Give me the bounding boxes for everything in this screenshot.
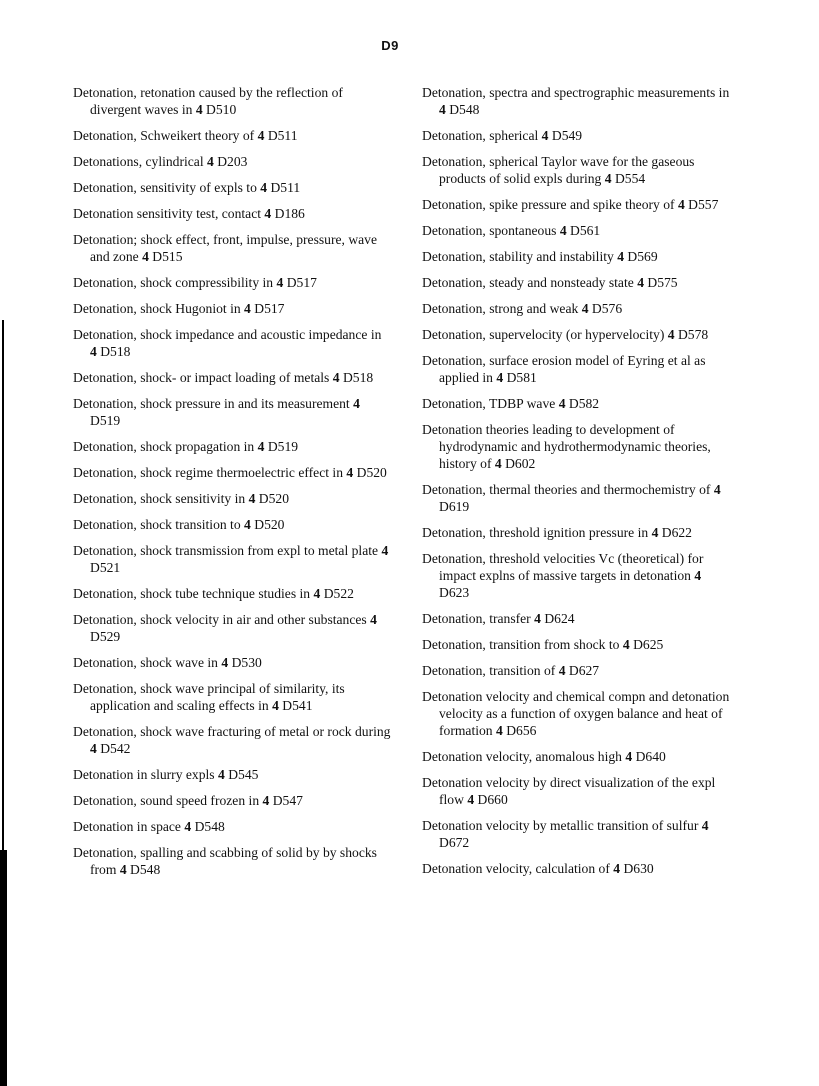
page-reference: D548 — [194, 819, 225, 834]
index-entry — [73, 274, 391, 291]
index-entry — [422, 610, 732, 627]
page-reference: D623 — [439, 585, 470, 600]
page-reference: D545 — [228, 767, 259, 782]
entry-text: Detonation, shock sensitivity in — [73, 491, 246, 506]
volume-number: 4 — [276, 275, 284, 290]
entry-text: Detonation, spalling and scabbing of solid by by shocks from — [73, 845, 377, 877]
volume-number: 4 — [494, 456, 502, 471]
entry-text: Detonation, shock wave in — [73, 655, 218, 670]
index-entry — [422, 300, 732, 317]
page-reference: D529 — [90, 629, 121, 644]
page-reference: D548 — [449, 102, 480, 117]
page-reference: D518 — [100, 344, 131, 359]
entry-text: Detonation in space — [73, 819, 181, 834]
volume-number: 4 — [207, 154, 214, 169]
entry-text: Detonation, supervelocity (or hypervelocity) — [422, 327, 665, 342]
page-reference: D660 — [477, 792, 508, 807]
index-entry — [422, 524, 732, 541]
index-entry — [73, 818, 391, 835]
page-reference: D186 — [274, 206, 305, 221]
entry-text: Detonation, shock wave fracturing of metal or rock during — [73, 724, 391, 739]
index-entry — [422, 352, 732, 386]
entry-text: Detonation, strong and weak — [422, 301, 579, 316]
page-reference: D517 — [286, 275, 317, 290]
scan-edge-bar — [0, 850, 7, 1086]
index-entry — [422, 127, 732, 144]
index-entry — [73, 680, 391, 714]
volume-number: 4 — [713, 482, 721, 497]
entry-text: Detonation, transition of — [422, 663, 556, 678]
page-reference: D542 — [100, 741, 131, 756]
scan-edge-line — [2, 320, 4, 940]
page-reference: D520 — [356, 465, 387, 480]
volume-number: 4 — [346, 465, 354, 480]
volume-number: 4 — [370, 612, 377, 627]
entry-text: Detonation, sensitivity of expls to — [73, 180, 257, 195]
index-entry — [73, 369, 391, 386]
page-reference: D625 — [633, 637, 664, 652]
entry-text: Detonation, TDBP wave — [422, 396, 556, 411]
entry-text: Detonation velocity, anomalous high — [422, 749, 622, 764]
index-entry — [73, 766, 391, 783]
page-reference: D549 — [551, 128, 583, 143]
volume-number: 4 — [651, 525, 659, 540]
volume-number: 4 — [496, 370, 504, 385]
page-reference: D511 — [270, 180, 301, 195]
entry-text: Detonation, steady and nonsteady state — [422, 275, 634, 290]
index-entry — [73, 792, 391, 809]
entry-text: Detonation, thermal theories and thermochemistry of — [422, 482, 711, 497]
page-reference: D630 — [623, 861, 654, 876]
page-reference: D520 — [258, 491, 290, 506]
page-label: D9 — [381, 38, 399, 53]
page-reference: D672 — [439, 835, 470, 850]
page-reference: D510 — [206, 102, 237, 117]
entry-text: Detonation theories leading to development of hydrodynamic and hydrothermodynamic theories, history of — [422, 422, 711, 471]
volume-number: 4 — [257, 439, 265, 454]
index-entry — [73, 438, 391, 455]
index-entry — [422, 421, 732, 472]
volume-number: 4 — [667, 327, 675, 342]
volume-number: 4 — [534, 611, 541, 626]
entry-text: Detonation, spontaneous — [422, 223, 557, 238]
entry-text: Detonation, surface erosion model of Eyring et al as applied in — [422, 353, 706, 385]
index-entry — [73, 127, 391, 144]
index-entry — [422, 817, 732, 851]
page-reference: D581 — [506, 370, 537, 385]
index-entry — [422, 222, 732, 239]
volume-number: 4 — [604, 171, 612, 186]
volume-number: 4 — [142, 249, 149, 264]
index-entry — [422, 860, 732, 877]
page-reference: D578 — [677, 327, 709, 342]
entry-text: Detonation, sound speed frozen in — [73, 793, 260, 808]
volume-number: 4 — [90, 344, 97, 359]
volume-number: 4 — [221, 655, 229, 670]
entry-text: Detonation, shock propagation in — [73, 439, 255, 454]
volume-number: 4 — [381, 543, 389, 558]
volume-number: 4 — [467, 792, 475, 807]
page-reference: D530 — [231, 655, 262, 670]
volume-number: 4 — [248, 491, 256, 506]
page-reference: D640 — [635, 749, 666, 764]
page-reference: D576 — [591, 301, 623, 316]
volume-number: 4 — [694, 568, 702, 583]
page-reference: D624 — [544, 611, 575, 626]
index-entry — [73, 84, 391, 118]
index-entry — [422, 84, 732, 118]
page-reference: D517 — [254, 301, 285, 316]
entry-text: Detonation velocity, calculation of — [422, 861, 610, 876]
volume-number: 4 — [541, 128, 549, 143]
entry-text: Detonation velocity by direct visualization of the expl flow — [422, 775, 716, 807]
entry-text: Detonation, spectra and spectrographic measurements in — [422, 85, 730, 100]
index-entry — [422, 153, 732, 187]
page-reference: D569 — [627, 249, 658, 264]
index-entry — [73, 205, 391, 222]
entry-text: Detonation, shock tube technique studies in — [73, 586, 311, 601]
page-reference: D519 — [90, 413, 121, 428]
page-reference: D627 — [568, 663, 600, 678]
index-entry — [73, 723, 391, 757]
page-reference: D520 — [254, 517, 285, 532]
entry-text: Detonation, transition from shock to — [422, 637, 620, 652]
volume-number: 4 — [195, 102, 203, 117]
volume-number: 4 — [272, 698, 279, 713]
index-entry — [422, 274, 732, 291]
page-reference: D602 — [505, 456, 536, 471]
index-entry — [73, 844, 391, 878]
left-index-column — [73, 84, 391, 887]
entry-text: Detonation velocity and chemical compn and detonation velocity as a function of oxygen balance and heat of formation — [422, 689, 730, 738]
volume-number: 4 — [617, 249, 625, 264]
index-entry — [73, 153, 391, 170]
entry-text: Detonation, shock pressure in and its measurement — [73, 396, 350, 411]
volume-number: 4 — [559, 223, 567, 238]
page-reference: D582 — [568, 396, 600, 411]
entry-text: Detonation, spherical Taylor wave for the gaseous products of solid expls during — [422, 154, 695, 186]
volume-number: 4 — [622, 637, 630, 652]
entry-text: Detonations, cylindrical — [73, 154, 204, 169]
index-entry — [422, 662, 732, 679]
index-entry — [422, 774, 732, 808]
entry-text: Detonation, shock transition to — [73, 517, 241, 532]
volume-number: 4 — [184, 819, 192, 834]
volume-number: 4 — [558, 396, 566, 411]
entry-text: Detonation, threshold ignition pressure in — [422, 525, 649, 540]
index-entry — [422, 196, 732, 213]
page-reference: D518 — [342, 370, 374, 385]
volume-number: 4 — [558, 663, 566, 678]
page-reference: D548 — [130, 862, 161, 877]
index-entry — [73, 300, 391, 317]
volume-number: 4 — [257, 128, 265, 143]
index-entry — [73, 654, 391, 671]
index-entry — [422, 688, 732, 739]
volume-number: 4 — [677, 197, 685, 212]
entry-text: Detonation, shock compressibility in — [73, 275, 274, 290]
page-reference: D522 — [323, 586, 354, 601]
entry-text: Detonation, shock Hugoniot in — [73, 301, 241, 316]
entry-text: Detonation, Schweikert theory of — [73, 128, 255, 143]
volume-number: 4 — [353, 396, 360, 411]
index-entry — [73, 611, 391, 645]
entry-text: Detonation, shock impedance and acoustic impedance in — [73, 327, 382, 342]
volume-number: 4 — [637, 275, 644, 290]
volume-number: 4 — [496, 723, 503, 738]
volume-number: 4 — [218, 767, 225, 782]
page-reference: D541 — [282, 698, 313, 713]
index-entry — [73, 585, 391, 602]
page-reference: D656 — [506, 723, 537, 738]
volume-number: 4 — [613, 861, 621, 876]
index-entry — [73, 395, 391, 429]
index-entry — [73, 231, 391, 265]
page-reference: D622 — [661, 525, 692, 540]
index-entry — [422, 481, 732, 515]
entry-text: Detonation, transfer — [422, 611, 531, 626]
page-reference: D575 — [647, 275, 678, 290]
index-entry — [422, 395, 732, 412]
page-reference: D203 — [217, 154, 248, 169]
volume-number: 4 — [264, 206, 272, 221]
index-entry — [422, 550, 732, 601]
volume-number: 4 — [313, 586, 321, 601]
index-entry — [422, 748, 732, 765]
volume-number: 4 — [581, 301, 589, 316]
entry-text: Detonation, shock- or impact loading of metals — [73, 370, 330, 385]
volume-number: 4 — [701, 818, 709, 833]
index-entry — [422, 326, 732, 343]
index-entry — [73, 490, 391, 507]
entry-text: Detonation, threshold velocities Vc (theoretical) for impact explns of massive targets in detonation — [422, 551, 704, 583]
index-entry — [73, 179, 391, 196]
index-entry — [73, 516, 391, 533]
page-reference: D521 — [90, 560, 121, 575]
volume-number: 4 — [90, 741, 97, 756]
index-entry — [422, 636, 732, 653]
entry-text: Detonation, shock transmission from expl to metal plate — [73, 543, 379, 558]
page-reference: D511 — [267, 128, 298, 143]
right-index-column — [422, 84, 732, 886]
volume-number: 4 — [262, 793, 270, 808]
entry-text: Detonation; shock effect, front, impulse, pressure, wave and zone — [73, 232, 378, 264]
entry-text: Detonation, retonation caused by the reflection of divergent waves in — [73, 85, 343, 117]
volume-number: 4 — [244, 301, 251, 316]
index-entry — [73, 326, 391, 360]
page-reference: D515 — [152, 249, 183, 264]
volume-number: 4 — [119, 862, 127, 877]
entry-text: Detonation, spike pressure and spike theory of — [422, 197, 675, 212]
volume-number: 4 — [244, 517, 251, 532]
volume-number: 4 — [439, 102, 446, 117]
volume-number: 4 — [625, 749, 633, 764]
entry-text: Detonation, shock velocity in air and other substances — [73, 612, 367, 627]
page-reference: D519 — [267, 439, 299, 454]
index-entry — [422, 248, 732, 265]
volume-number: 4 — [332, 370, 340, 385]
entry-text: Detonation, spherical — [422, 128, 539, 143]
entry-text: Detonation, shock wave principal of similarity, its application and scaling effects in — [73, 681, 345, 713]
page-reference: D619 — [439, 499, 470, 514]
index-entry — [73, 464, 391, 481]
index-entry — [73, 542, 391, 576]
entry-text: Detonation sensitivity test, contact — [73, 206, 262, 221]
entry-text: Detonation velocity by metallic transition of sulfur — [422, 818, 699, 833]
volume-number: 4 — [260, 180, 268, 195]
entry-text: Detonation, stability and instability — [422, 249, 614, 264]
page-reference: D557 — [688, 197, 719, 212]
entry-text: Detonation, shock regime thermoelectric effect in — [73, 465, 344, 480]
page-reference: D554 — [614, 171, 646, 186]
entry-text: Detonation in slurry expls — [73, 767, 215, 782]
page-reference: D547 — [272, 793, 303, 808]
page-reference: D561 — [570, 223, 601, 238]
